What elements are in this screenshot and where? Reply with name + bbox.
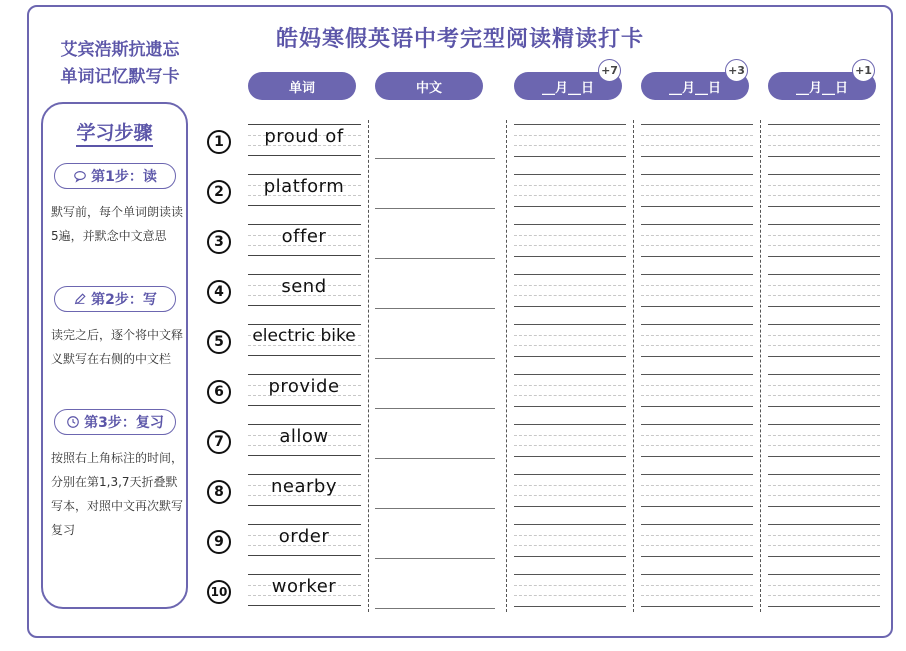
review-line-guide <box>514 395 626 396</box>
review-answer-line[interactable] <box>768 156 880 157</box>
row-number: 4 <box>207 280 231 304</box>
word-line-top <box>248 424 361 425</box>
review-answer-line[interactable] <box>768 356 880 357</box>
word-line-top <box>248 374 361 375</box>
review-answer-line[interactable] <box>641 406 753 407</box>
review-line-top <box>641 474 753 475</box>
word-line-base <box>248 355 361 356</box>
review-line-guide <box>641 195 753 196</box>
review-line-guide <box>514 535 626 536</box>
review-line-guide <box>768 135 880 136</box>
review-answer-line[interactable] <box>768 556 880 557</box>
chinese-answer-line[interactable] <box>375 208 495 209</box>
steps-panel <box>41 102 188 609</box>
step-3-desc: 按照右上角标注的时间，分别在第1,3,7天折叠默写本，对照中文再次默写复习 <box>51 451 184 537</box>
word-text: allow <box>279 426 329 447</box>
pencil-icon <box>73 292 87 306</box>
review-line-guide <box>514 595 626 596</box>
review-answer-line[interactable] <box>641 256 753 257</box>
review-line-guide <box>768 245 880 246</box>
review-line-guide <box>768 585 880 586</box>
row-number: 2 <box>207 180 231 204</box>
review-line-guide <box>768 395 880 396</box>
word-line-top <box>248 174 361 175</box>
review-answer-line[interactable] <box>641 506 753 507</box>
review-line-guide <box>768 435 880 436</box>
word-text: worker <box>271 576 337 597</box>
review-line-top <box>514 224 626 225</box>
word-line-base <box>248 255 361 256</box>
chinese-answer-line[interactable] <box>375 458 495 459</box>
review-line-guide <box>514 195 626 196</box>
review-answer-line[interactable] <box>641 606 753 607</box>
word-text: platform <box>263 176 345 197</box>
review-line-top <box>641 574 753 575</box>
review-line-guide <box>768 335 880 336</box>
review-line-guide <box>768 145 880 146</box>
review-line-guide <box>768 235 880 236</box>
review-answer-line[interactable] <box>514 156 626 157</box>
row-number: 3 <box>207 230 231 254</box>
clock-icon <box>66 415 80 429</box>
review-line-guide <box>514 245 626 246</box>
review-line-top <box>514 574 626 575</box>
review-line-guide <box>641 345 753 346</box>
review-line-guide <box>641 235 753 236</box>
review-line-top <box>514 524 626 525</box>
review-answer-line[interactable] <box>514 506 626 507</box>
review-answer-line[interactable] <box>514 256 626 257</box>
word-text: proud of <box>264 126 344 147</box>
review-line-guide <box>641 435 753 436</box>
step-2-pill <box>54 286 176 312</box>
chinese-answer-line[interactable] <box>375 508 495 509</box>
review-answer-line[interactable] <box>768 606 880 607</box>
review-line-guide <box>641 385 753 386</box>
review-line-top <box>514 424 626 425</box>
review-answer-line[interactable] <box>514 356 626 357</box>
review-answer-line[interactable] <box>768 256 880 257</box>
review-answer-line[interactable] <box>514 206 626 207</box>
step-3-pill <box>54 409 176 435</box>
separator-word-chinese <box>368 120 369 612</box>
word-text: nearby <box>271 476 337 497</box>
review-line-top <box>641 374 753 375</box>
step-1-desc: 默写前，每个单词朗读读5遍，并默念中文意思 <box>51 205 184 243</box>
review-line-guide <box>768 535 880 536</box>
separator-review-1 <box>633 120 634 612</box>
review-line-top <box>768 174 880 175</box>
review-line-guide <box>641 185 753 186</box>
review-line-guide <box>641 135 753 136</box>
review-line-top <box>641 274 753 275</box>
column-header-chinese: 中文 <box>375 72 483 100</box>
row-number: 10 <box>207 580 231 604</box>
review-line-top <box>641 424 753 425</box>
review-line-top <box>514 324 626 325</box>
word-line-top <box>248 124 361 125</box>
chinese-answer-line[interactable] <box>375 358 495 359</box>
review-line-top <box>768 574 880 575</box>
chinese-answer-line[interactable] <box>375 408 495 409</box>
review-line-top <box>514 174 626 175</box>
review-line-top <box>768 124 880 125</box>
row-number: 9 <box>207 530 231 554</box>
word-line-base <box>248 305 361 306</box>
review-line-guide <box>768 185 880 186</box>
word-line-top <box>248 224 361 225</box>
brand-title <box>42 37 198 91</box>
review-line-top <box>768 274 880 275</box>
review-answer-line[interactable] <box>768 306 880 307</box>
review-line-guide <box>641 545 753 546</box>
review-line-guide <box>768 285 880 286</box>
column-header-review-3: __月__日 <box>641 72 749 100</box>
review-line-top <box>641 174 753 175</box>
review-answer-line[interactable] <box>768 206 880 207</box>
review-line-guide <box>768 495 880 496</box>
steps-heading: 学习步骤 <box>43 118 186 145</box>
review-line-guide <box>768 595 880 596</box>
review-line-guide <box>514 585 626 586</box>
review-line-guide <box>514 495 626 496</box>
review-line-guide <box>641 485 753 486</box>
word-line-top <box>248 274 361 275</box>
review-answer-line[interactable] <box>514 456 626 457</box>
review-line-top <box>514 274 626 275</box>
review-line-guide <box>514 285 626 286</box>
word-line-top <box>248 474 361 475</box>
review-line-top <box>641 124 753 125</box>
review-line-top <box>514 124 626 125</box>
column-header-word: 单词 <box>248 72 356 100</box>
separator-chinese-review <box>506 120 507 612</box>
review-answer-line[interactable] <box>641 206 753 207</box>
column-header-review-7: __月__日 <box>514 72 622 100</box>
review-answer-line[interactable] <box>514 406 626 407</box>
review-line-guide <box>768 545 880 546</box>
review-line-guide <box>514 295 626 296</box>
review-line-top <box>768 324 880 325</box>
review-line-guide <box>514 385 626 386</box>
word-line-top <box>248 324 361 325</box>
review-line-top <box>514 374 626 375</box>
review-line-guide <box>514 235 626 236</box>
row-number: 8 <box>207 480 231 504</box>
review-line-top <box>768 474 880 475</box>
review-line-guide <box>641 535 753 536</box>
word-line-top <box>248 574 361 575</box>
review-line-guide <box>768 445 880 446</box>
review-line-guide <box>768 195 880 196</box>
review-line-top <box>641 224 753 225</box>
word-text: offer <box>281 226 327 247</box>
separator-review-2 <box>760 120 761 612</box>
review-line-guide <box>641 595 753 596</box>
review-line-guide <box>768 345 880 346</box>
review-line-guide <box>641 285 753 286</box>
review-line-guide <box>514 545 626 546</box>
review-answer-line[interactable] <box>641 356 753 357</box>
word-line-base <box>248 555 361 556</box>
review-answer-line[interactable] <box>768 506 880 507</box>
review-answer-line[interactable] <box>641 156 753 157</box>
review-answer-line[interactable] <box>768 456 880 457</box>
word-line-top <box>248 524 361 525</box>
review-line-guide <box>768 485 880 486</box>
page-title: 皓妈寒假英语中考完型阅读精读打卡 <box>275 27 644 52</box>
review-line-guide <box>768 295 880 296</box>
word-line-base <box>248 505 361 506</box>
review-line-guide <box>514 135 626 136</box>
chinese-answer-line[interactable] <box>375 258 495 259</box>
brand-line-1: 艾宾浩斯抗遗忘 <box>60 40 180 60</box>
step-2-desc: 读完之后，逐个将中文释义默写在右侧的中文栏 <box>51 328 184 366</box>
review-line-top <box>768 374 880 375</box>
review-line-guide <box>641 145 753 146</box>
chinese-answer-line[interactable] <box>375 158 495 159</box>
chinese-answer-line[interactable] <box>375 608 495 609</box>
review-line-guide <box>641 585 753 586</box>
word-line-base <box>248 455 361 456</box>
row-number: 1 <box>207 130 231 154</box>
review-answer-line[interactable] <box>641 456 753 457</box>
speech-bubble-icon <box>73 169 87 183</box>
word-text: send <box>281 276 327 297</box>
review-line-top <box>768 524 880 525</box>
review-answer-line[interactable] <box>768 406 880 407</box>
step-1-label: 第1步：读 <box>91 169 157 185</box>
review-line-guide <box>768 385 880 386</box>
word-line-base <box>248 605 361 606</box>
review-line-guide <box>641 245 753 246</box>
word-line-base <box>248 405 361 406</box>
review-line-top <box>768 224 880 225</box>
review-badge-1: +1 <box>852 59 875 82</box>
brand-line-2: 单词记忆默写卡 <box>60 67 180 87</box>
word-line-base <box>248 155 361 156</box>
review-line-guide <box>641 335 753 336</box>
review-answer-line[interactable] <box>641 306 753 307</box>
review-line-guide <box>514 445 626 446</box>
review-line-guide <box>514 145 626 146</box>
review-line-top <box>768 424 880 425</box>
review-answer-line[interactable] <box>514 606 626 607</box>
review-line-guide <box>514 485 626 486</box>
review-line-guide <box>514 345 626 346</box>
review-answer-line[interactable] <box>641 556 753 557</box>
review-badge-7: +7 <box>598 59 621 82</box>
row-number: 5 <box>207 330 231 354</box>
review-line-guide <box>641 395 753 396</box>
row-number: 7 <box>207 430 231 454</box>
row-number: 6 <box>207 380 231 404</box>
review-line-top <box>641 524 753 525</box>
review-badge-3: +3 <box>725 59 748 82</box>
review-line-guide <box>514 335 626 336</box>
review-answer-line[interactable] <box>514 556 626 557</box>
word-text: provide <box>268 376 340 397</box>
review-line-guide <box>641 495 753 496</box>
word-line-base <box>248 205 361 206</box>
review-line-guide <box>641 295 753 296</box>
review-line-guide <box>514 185 626 186</box>
step-2-label: 第2步：写 <box>91 292 157 308</box>
review-line-guide <box>514 435 626 436</box>
word-text: order <box>278 526 330 547</box>
chinese-answer-line[interactable] <box>375 558 495 559</box>
column-header-review-1: __月__日 <box>768 72 876 100</box>
review-answer-line[interactable] <box>514 306 626 307</box>
review-line-top <box>641 324 753 325</box>
review-line-guide <box>641 445 753 446</box>
review-line-top <box>514 474 626 475</box>
chinese-answer-line[interactable] <box>375 308 495 309</box>
word-text: electric bike <box>252 326 356 346</box>
step-1-pill <box>54 163 176 189</box>
step-3-label: 第3步：复习 <box>84 415 164 431</box>
